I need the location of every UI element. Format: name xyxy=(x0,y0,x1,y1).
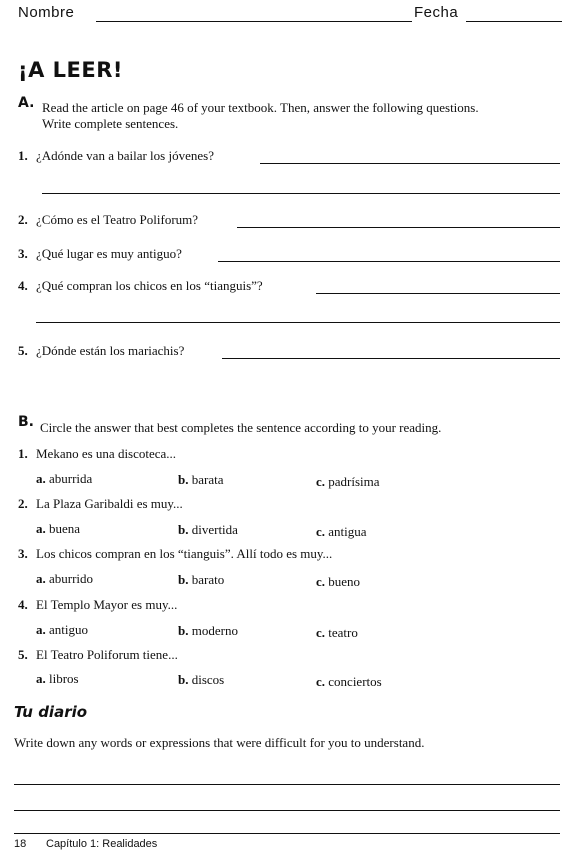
question-number: 2. xyxy=(18,212,28,227)
option-c[interactable]: c. conciertos xyxy=(316,674,382,689)
question-number: 3. xyxy=(18,546,28,561)
page-number: 18 xyxy=(14,838,27,850)
question-number: 4. xyxy=(18,278,28,293)
section-a-letter: A. xyxy=(18,95,35,111)
option-c[interactable]: c. antigua xyxy=(316,524,367,539)
diary-line[interactable] xyxy=(14,833,560,834)
question-text: El Teatro Poliforum tiene... xyxy=(36,647,178,662)
question-number: 1. xyxy=(18,148,28,163)
name-label: Nombre xyxy=(18,4,75,21)
option-a[interactable]: a. antiguo xyxy=(36,622,88,637)
option-a[interactable]: a. buena xyxy=(36,521,81,536)
question-text: ¿Cómo es el Teatro Poliforum? xyxy=(36,212,199,227)
question-text: El Templo Mayor es muy... xyxy=(36,597,178,612)
option-c[interactable]: c. bueno xyxy=(316,574,361,589)
question-number: 2. xyxy=(18,496,28,511)
option-a[interactable]: a. aburrido xyxy=(36,571,94,586)
diary-instructions: Write down any words or expressions that were difficult for you to understand. xyxy=(14,735,425,750)
option-b[interactable]: b. divertida xyxy=(178,522,238,537)
answer-line[interactable] xyxy=(316,293,560,294)
option-a[interactable]: a. aburrida xyxy=(36,471,93,486)
answer-line[interactable] xyxy=(237,227,560,228)
answer-line[interactable] xyxy=(260,163,560,164)
question-number: 1. xyxy=(18,446,28,461)
section-a-instructions-line1: Read the article on page 46 of your textbook. Then, answer the following questions. xyxy=(42,100,479,115)
question-text: Los chicos compran en los “tianguis”. Allí todo es muy... xyxy=(36,546,333,561)
date-field[interactable] xyxy=(466,21,562,22)
option-b[interactable]: b. moderno xyxy=(178,623,238,638)
diary-line[interactable] xyxy=(14,810,560,811)
option-b[interactable]: b. barata xyxy=(178,472,224,487)
question-text: ¿Adónde van a bailar los jóvenes? xyxy=(36,148,214,163)
answer-line[interactable] xyxy=(218,261,560,262)
question-number: 5. xyxy=(18,647,28,662)
answer-line[interactable] xyxy=(222,358,560,359)
option-a[interactable]: a. libros xyxy=(36,671,79,686)
chapter-footer: Capítulo 1: Realidades xyxy=(46,838,158,850)
answer-line[interactable] xyxy=(36,322,560,323)
option-c[interactable]: c. padrísima xyxy=(316,474,380,489)
section-b-instructions: Circle the answer that best completes the sentence according to your reading. xyxy=(40,420,442,435)
question-text: ¿Qué compran los chicos en los “tianguis”? xyxy=(36,278,263,293)
option-c[interactable]: c. teatro xyxy=(316,625,358,640)
diary-title: Tu diario xyxy=(14,703,88,721)
question-text: ¿Dónde están los mariachis? xyxy=(36,343,185,358)
question-number: 4. xyxy=(18,597,28,612)
option-b[interactable]: b. barato xyxy=(178,572,225,587)
question-text: La Plaza Garibaldi es muy... xyxy=(36,496,183,511)
diary-line[interactable] xyxy=(14,784,560,785)
question-number: 5. xyxy=(18,343,28,358)
section-b-letter: B. xyxy=(18,414,34,430)
question-text: Mekano es una discoteca... xyxy=(36,446,177,461)
page-title: ¡A LEER! xyxy=(18,58,123,82)
question-text: ¿Qué lugar es muy antiguo? xyxy=(36,246,182,261)
question-number: 3. xyxy=(18,246,28,261)
option-b[interactable]: b. discos xyxy=(178,672,225,687)
section-a-instructions-line2: Write complete sentences. xyxy=(42,116,179,131)
answer-line[interactable] xyxy=(42,193,560,194)
name-field[interactable] xyxy=(96,21,412,22)
date-label: Fecha xyxy=(414,4,459,21)
